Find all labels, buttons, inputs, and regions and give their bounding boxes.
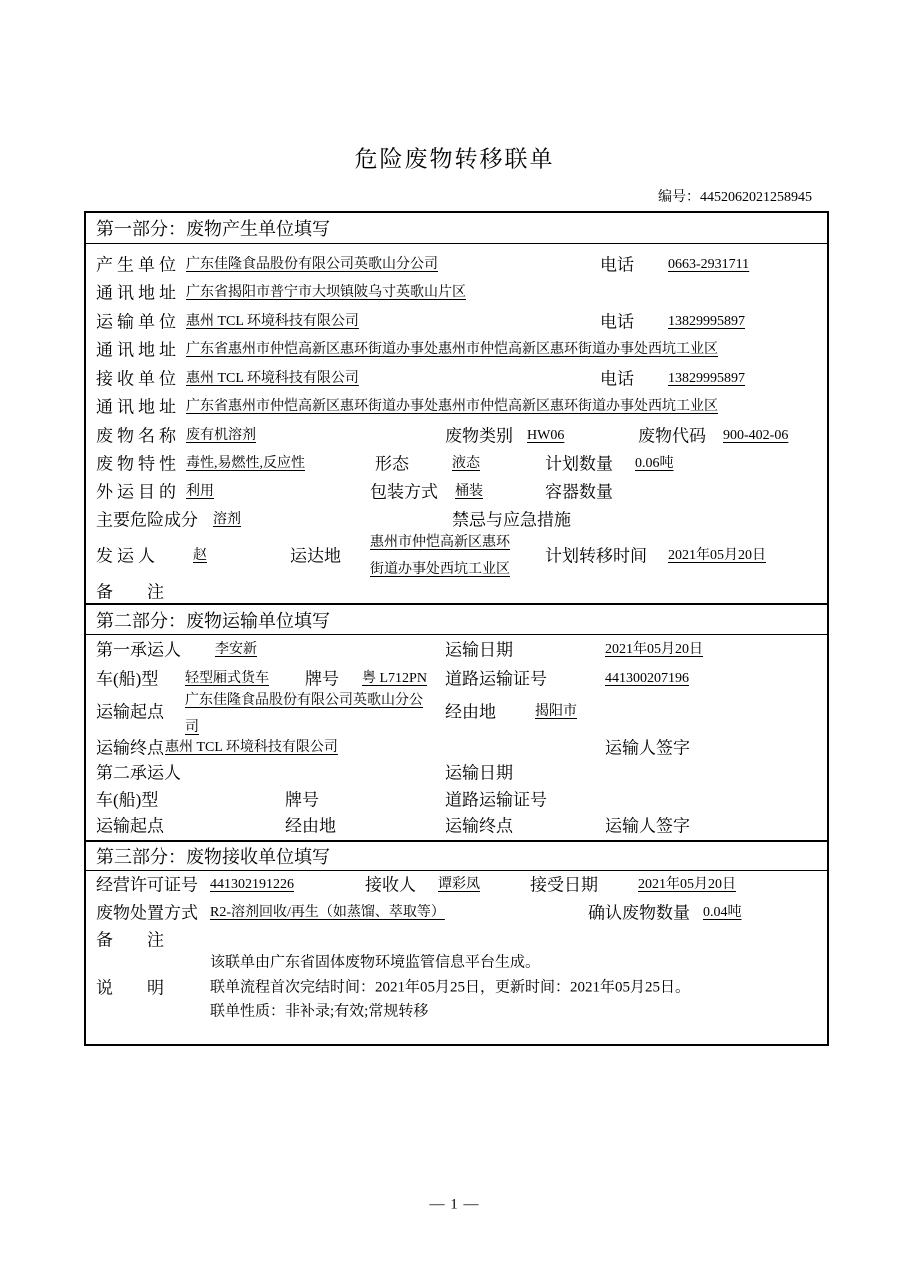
waste-name-value: 废有机溶剂 <box>186 428 256 443</box>
receiver-value: 惠州 TCL 环境科技有限公司 <box>186 371 359 386</box>
section3-note-label: 说 明 <box>96 978 164 998</box>
hazard-value: 溶剂 <box>213 512 241 527</box>
purpose-value: 利用 <box>186 484 214 499</box>
destination-label: 运达地 <box>290 546 341 566</box>
plate2-label: 牌号 <box>285 790 319 810</box>
transport-date1-value: 2021年05月20日 <box>605 642 703 657</box>
page-title: 危险废物转移联单 <box>354 146 555 172</box>
disposal-value: R2-溶剂回收/再生（如蒸馏、萃取等） <box>210 905 445 920</box>
planned-qty-label: 计划数量 <box>545 454 613 474</box>
endpoint1-label: 运输终点 <box>96 738 164 758</box>
plate1-value: 粤 L712PN <box>362 671 427 686</box>
receiver-person-value: 谭彩凤 <box>438 877 480 892</box>
waste-traits-label: 废物特性 <box>96 454 180 474</box>
manifest-number-value: 4452062021258945 <box>700 190 812 205</box>
manifest-number <box>658 186 812 206</box>
waste-code-value: 900-402-06 <box>723 428 789 443</box>
producer-address-label: 通讯地址 <box>96 283 180 303</box>
form-value: 液态 <box>452 456 480 471</box>
producer-label: 产生单位 <box>96 255 180 275</box>
origin1-value-line1: 广东佳隆食品股份有限公司英歌山分公 <box>185 693 423 708</box>
receiver-phone-label: 电话 <box>600 369 634 389</box>
road-permit1-value: 441300207196 <box>605 671 689 686</box>
container-qty-label: 容器数量 <box>545 482 613 502</box>
origin1-label: 运输起点 <box>96 702 164 722</box>
destination-value-line2: 街道办事处西坑工业区 <box>370 562 510 577</box>
road-permit2-label: 道路运输证号 <box>445 790 547 810</box>
waste-code-label: 废物代码 <box>638 426 706 446</box>
producer-value: 广东佳隆食品股份有限公司英歌山分公司 <box>186 257 438 272</box>
receiver-address-label: 通讯地址 <box>96 397 180 417</box>
waste-traits-value: 毒性,易燃性,反应性 <box>186 456 305 471</box>
transfer-time-label: 计划转移时间 <box>545 546 647 566</box>
waste-category-value: HW06 <box>527 428 565 443</box>
note-line1: 该联单由广东省固体废物环境监管信息平台生成。 <box>210 954 541 971</box>
endpoint1-value: 惠州 TCL 环境科技有限公司 <box>165 740 338 755</box>
receiver-phone-value: 13829995897 <box>668 371 745 386</box>
purpose-label: 外运目的 <box>96 482 180 502</box>
signature2-label: 运输人签字 <box>605 816 690 836</box>
license-value: 441302191226 <box>210 877 294 892</box>
hazard-label: 主要危险成分 <box>96 510 198 530</box>
transporter-address-label: 通讯地址 <box>96 340 180 360</box>
form-label: 形态 <box>375 454 409 474</box>
receiver-person-label: 接收人 <box>365 875 416 895</box>
plate1-label: 牌号 <box>305 669 339 689</box>
via1-label: 经由地 <box>445 702 496 722</box>
origin2-label: 运输起点 <box>96 816 164 836</box>
section1-remark-label: 备 注 <box>96 582 164 602</box>
carrier1-value: 李安新 <box>215 642 257 657</box>
manifest-number-label: 编号： <box>658 190 700 205</box>
producer-phone-value: 0663-2931711 <box>668 257 750 272</box>
accept-date-label: 接受日期 <box>530 875 598 895</box>
confirmed-qty-value: 0.04吨 <box>703 905 742 920</box>
signature1-label: 运输人签字 <box>605 738 690 758</box>
section3-remark-label: 备 注 <box>96 930 164 950</box>
receiver-address-value: 广东省惠州市仲恺高新区惠环街道办事处惠州市仲恺高新区惠环街道办事处西坑工业区 <box>186 399 718 414</box>
vehicle-type1-label: 车(船)型 <box>96 669 159 689</box>
manifest-form-table <box>84 211 829 1046</box>
transport-date2-label: 运输日期 <box>445 763 513 783</box>
accept-date-value: 2021年05月20日 <box>638 877 736 892</box>
disposal-label: 废物处置方式 <box>96 903 198 923</box>
destination-value-line1: 惠州市仲恺高新区惠环 <box>370 535 510 550</box>
section1-header: 第一部分：废物产生单位填写 <box>86 213 827 244</box>
carrier2-label: 第二承运人 <box>96 763 181 783</box>
packaging-label: 包装方式 <box>370 482 438 502</box>
planned-qty-value: 0.06吨 <box>635 456 674 471</box>
transporter-phone-value: 13829995897 <box>668 314 745 329</box>
producer-address-value: 广东省揭阳市普宁市大坝镇陂乌寸英歌山片区 <box>186 285 466 300</box>
carrier1-label: 第一承运人 <box>96 640 181 660</box>
transporter-address-value: 广东省惠州市仲恺高新区惠环街道办事处惠州市仲恺高新区惠环街道办事处西坑工业区 <box>186 342 718 357</box>
section2-header: 第二部分：废物运输单位填写 <box>86 603 827 635</box>
via2-label: 经由地 <box>285 816 336 836</box>
packaging-value: 桶装 <box>455 484 483 499</box>
origin1-value-line2: 司 <box>185 720 199 735</box>
license-label: 经营许可证号 <box>96 875 198 895</box>
transport-date1-label: 运输日期 <box>445 640 513 660</box>
vehicle-type1-value: 轻型厢式货车 <box>185 671 269 686</box>
transfer-time-value: 2021年05月20日 <box>668 548 766 563</box>
receiver-label: 接收单位 <box>96 369 180 389</box>
shipper-value: 赵 <box>193 548 207 563</box>
confirmed-qty-label: 确认废物数量 <box>588 903 690 923</box>
emergency-label: 禁忌与应急措施 <box>452 510 571 530</box>
endpoint2-label: 运输终点 <box>445 816 513 836</box>
road-permit1-label: 道路运输证号 <box>445 669 547 689</box>
producer-phone-label: 电话 <box>600 255 634 275</box>
waste-category-label: 废物类别 <box>445 426 513 446</box>
vehicle-type2-label: 车(船)型 <box>96 790 159 810</box>
transporter-value: 惠州 TCL 环境科技有限公司 <box>186 314 359 329</box>
note-line2: 联单流程首次完结时间：2021年05月25日，更新时间：2021年05月25日。 <box>210 979 691 996</box>
shipper-label: 发运人 <box>96 546 159 566</box>
waste-name-label: 废物名称 <box>96 426 180 446</box>
section3-header: 第三部分：废物接收单位填写 <box>86 840 827 871</box>
via1-value: 揭阳市 <box>535 704 577 719</box>
page-number: — 1 — <box>429 1196 480 1213</box>
transporter-label: 运输单位 <box>96 312 180 332</box>
note-line3: 联单性质：非补录;有效;常规转移 <box>210 1003 429 1020</box>
transporter-phone-label: 电话 <box>600 312 634 332</box>
